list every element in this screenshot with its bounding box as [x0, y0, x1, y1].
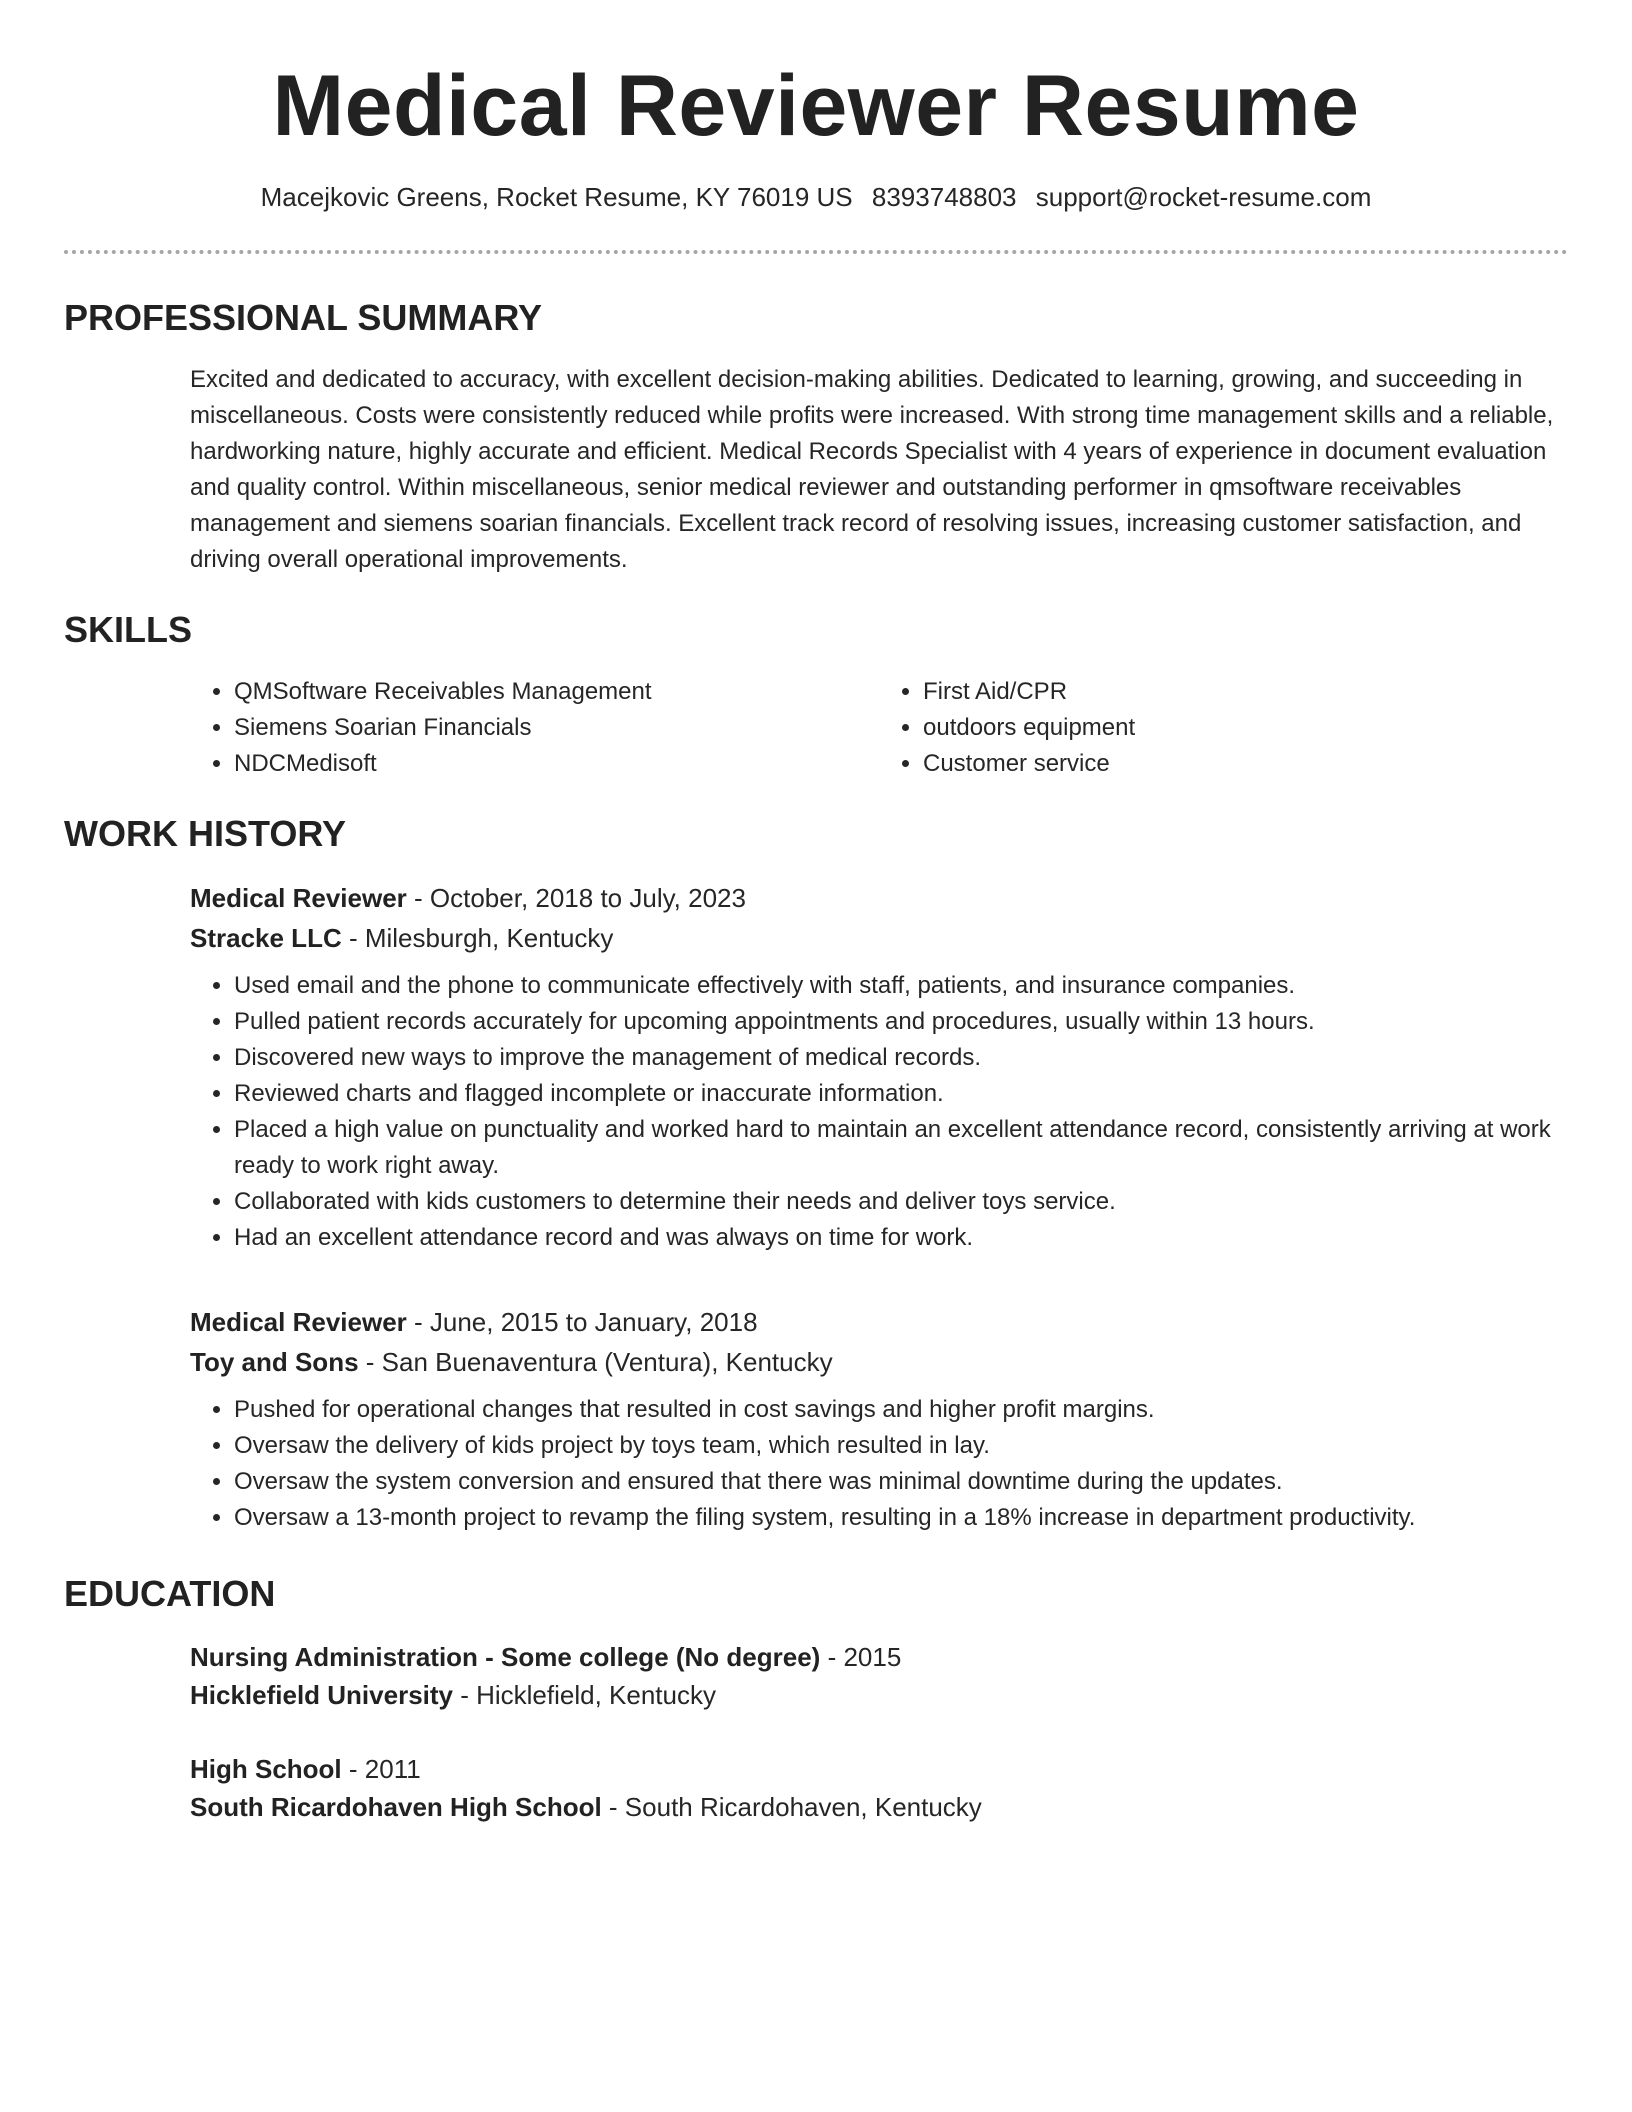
contact-email[interactable]: support@rocket-resume.com: [1035, 182, 1372, 212]
education-entry: [190, 1750, 1568, 1826]
degree-year: - 2011: [341, 1754, 421, 1784]
school-location: - South Ricardohaven, Kentucky: [601, 1792, 982, 1822]
job-bullet: • Collaborated with kids customers to determine their needs and deliver toys service.: [234, 1184, 1568, 1220]
job-bullet: • Oversaw a 13-month project to revamp the filing system, resulting in a 18% increase in department productivity.: [234, 1500, 1568, 1536]
job-company: Stracke LLC: [190, 923, 342, 953]
job-company-line: [190, 918, 1568, 958]
skills-section: [64, 608, 1568, 782]
job-title-line: [190, 1302, 1568, 1342]
job-bullet: • Placed a high value on punctuality and worked hard to maintain an excellent attendance record, consistently arriving at work ready to work right away.: [234, 1112, 1568, 1184]
job-bullet: • Used email and the phone to communicate effectively with staff, patients, and insurance companies.: [234, 968, 1568, 1004]
skill-item: • QMSoftware Receivables Management: [234, 674, 879, 710]
skill-item: • NDCMedisoft: [234, 746, 879, 782]
skills-grid: [190, 674, 1568, 782]
job-company: Toy and Sons: [190, 1347, 359, 1377]
resume-page: [64, 0, 1568, 1826]
skill-item: • First Aid/CPR: [923, 674, 1568, 710]
page-title: Medical Reviewer Resume: [272, 58, 1360, 154]
job-bullet: • Had an excellent attendance record and was always on time for work.: [234, 1220, 1568, 1256]
job-bullet: • Pulled patient records accurately for upcoming appointments and procedures, usually within 13 hours.: [234, 1004, 1568, 1040]
job-bullet: • Oversaw the system conversion and ensured that there was minimal downtime during the updates.: [234, 1464, 1568, 1500]
job-title: Medical Reviewer: [190, 1307, 407, 1337]
job-entry: [190, 878, 1568, 1256]
degree-year: - 2015: [820, 1642, 902, 1672]
education-heading: EDUCATION: [64, 1573, 276, 1614]
skills-heading: SKILLS: [64, 609, 193, 650]
contact-line: [64, 180, 1568, 214]
contact-phone: 8393748803: [871, 182, 1017, 212]
education-section: [64, 1572, 1568, 1826]
education-entry: [190, 1638, 1568, 1714]
header-divider: [64, 250, 1568, 254]
job-bullets: [190, 1392, 1568, 1536]
job-entry: [190, 1302, 1568, 1536]
job-title: Medical Reviewer: [190, 883, 407, 913]
school-line: [190, 1676, 1568, 1714]
work-history-section: [64, 812, 1568, 1536]
skills-list-left: [190, 674, 879, 782]
job-bullets: [190, 968, 1568, 1256]
job-bullet: • Reviewed charts and flagged incomplete or inaccurate information.: [234, 1076, 1568, 1112]
job-bullet: • Discovered new ways to improve the management of medical records.: [234, 1040, 1568, 1076]
job-title-line: [190, 878, 1568, 918]
job-dates: - June, 2015 to January, 2018: [406, 1307, 758, 1337]
skill-item: • outdoors equipment: [923, 710, 1568, 746]
summary-text: Excited and dedicated to accuracy, with excellent decision-making abilities. Dedicated to learning, growing, and succeeding in miscellaneous. Costs were consistently reduced while profits were increased. With strong time management skills and a reliable, hardworking nature, highly accurate and efficient. Medical Records Specialist with 4 years of experience in document evaluation and quality control. Within miscellaneous, senior medical reviewer and outstanding performer in qmsoftware receivables management and siemens soarian financials. Excellent track record of resolving issues, increasing customer satisfaction, and driving overall operational improvements.: [190, 366, 1554, 573]
job-location: - San Buenaventura (Ventura), Kentucky: [358, 1347, 833, 1377]
school-name: Hicklefield University: [190, 1680, 453, 1710]
degree-name: Nursing Administration - Some college (No degree): [190, 1642, 821, 1672]
school-line: [190, 1788, 1568, 1826]
job-bullet: • Pushed for operational changes that resulted in cost savings and higher profit margins.: [234, 1392, 1568, 1428]
summary-section: [64, 296, 1568, 578]
summary-heading: PROFESSIONAL SUMMARY: [64, 297, 543, 338]
degree-name: High School: [190, 1754, 342, 1784]
school-location: - Hicklefield, Kentucky: [453, 1680, 716, 1710]
job-bullet: • Oversaw the delivery of kids project by toys team, which resulted in lay.: [234, 1428, 1568, 1464]
skill-item: • Siemens Soarian Financials: [234, 710, 879, 746]
degree-line: [190, 1750, 1568, 1788]
skill-item: • Customer service: [923, 746, 1568, 782]
contact-address: Macejkovic Greens, Rocket Resume, KY 76019 US: [260, 182, 853, 212]
degree-line: [190, 1638, 1568, 1676]
skills-list-right: [879, 674, 1568, 782]
job-company-line: [190, 1342, 1568, 1382]
work-history-heading: WORK HISTORY: [64, 813, 347, 854]
job-dates: - October, 2018 to July, 2023: [406, 883, 746, 913]
school-name: South Ricardohaven High School: [190, 1792, 602, 1822]
job-location: - Milesburgh, Kentucky: [341, 923, 614, 953]
